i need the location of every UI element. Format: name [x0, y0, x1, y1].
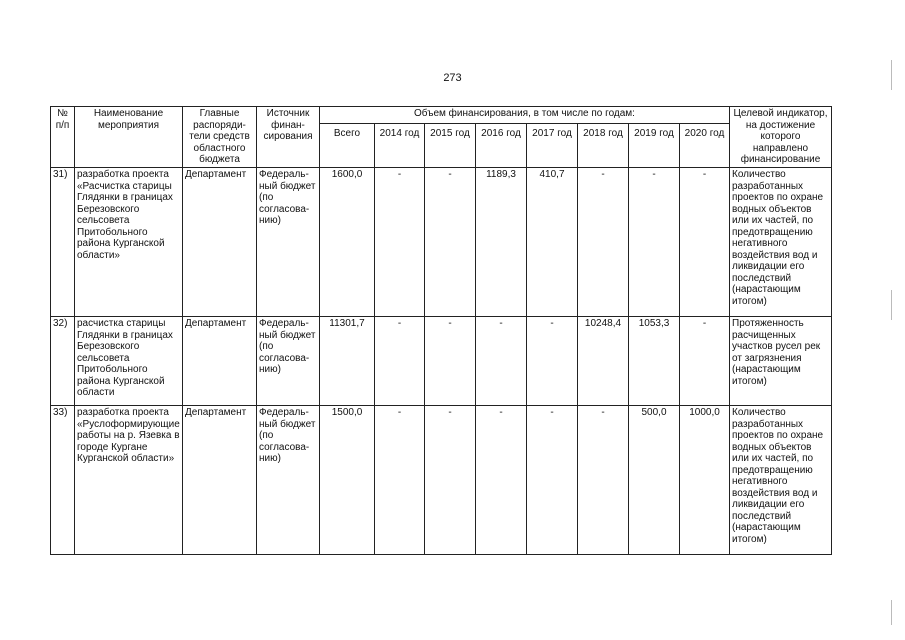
header-total: Всего	[320, 124, 375, 168]
row-num: 33)	[51, 406, 75, 555]
row-manager: Департамент	[183, 406, 257, 555]
row-name: разработка проекта «Руслоформирующие работы на р. Язевка в городе Кургане Курганской области»	[75, 406, 183, 555]
row-num: 32)	[51, 317, 75, 406]
row-indicator: Протяженность расчищенных участков русел рек от загрязнения (нарастающим итогом)	[730, 317, 832, 406]
scan-mark	[891, 60, 892, 90]
header-year-2014: 2014 год	[375, 124, 425, 168]
row-year-2020: -	[680, 168, 730, 317]
row-year-2016: -	[476, 406, 527, 555]
row-year-2015: -	[425, 317, 476, 406]
scan-mark	[891, 600, 892, 625]
row-year-2017: -	[527, 406, 578, 555]
row-year-2016: -	[476, 317, 527, 406]
row-indicator: Количество разработанных проектов по охране водных объектов или их частей, по предотвращению негативного воздействия вод и ликвидации его последствий (нарастающим итогом)	[730, 406, 832, 555]
header-num: № п/п	[51, 107, 75, 168]
header-year-2018: 2018 год	[578, 124, 629, 168]
row-source: Федераль-ный бюджет (по согласова-нию)	[257, 168, 320, 317]
header-volume: Объем финансирования, в том числе по годам:	[320, 107, 730, 124]
row-year-2015: -	[425, 168, 476, 317]
row-year-2018: -	[578, 168, 629, 317]
row-total: 11301,7	[320, 317, 375, 406]
row-name: расчистка старицы Глядянки в границах Березовского сельсовета Притобольного района Курганской области	[75, 317, 183, 406]
row-year-2017: 410,7	[527, 168, 578, 317]
row-year-2018: 10248,4	[578, 317, 629, 406]
header-indicator: Целевой индикатор, на достижение которого направлено финансирование	[730, 107, 832, 168]
header-year-2015: 2015 год	[425, 124, 476, 168]
row-manager: Департамент	[183, 317, 257, 406]
row-total: 1500,0	[320, 406, 375, 555]
row-total: 1600,0	[320, 168, 375, 317]
row-year-2016: 1189,3	[476, 168, 527, 317]
row-source: Федераль-ный бюджет (по согласова-нию)	[257, 317, 320, 406]
row-year-2017: -	[527, 317, 578, 406]
funding-table	[50, 106, 832, 555]
header-source: Источник финан-сирования	[257, 107, 320, 168]
table-row	[51, 168, 832, 317]
row-source: Федераль-ный бюджет (по согласова-нию)	[257, 406, 320, 555]
header-year-2020: 2020 год	[680, 124, 730, 168]
row-year-2014: -	[375, 406, 425, 555]
row-name: разработка проекта «Расчистка старицы Глядянки в границах Березовского сельсовета Притобольного района Курганской области»	[75, 168, 183, 317]
row-year-2020: -	[680, 317, 730, 406]
header-year-2017: 2017 год	[527, 124, 578, 168]
header-managers: Главные распоряди-тели средств областного бюджета	[183, 107, 257, 168]
row-year-2018: -	[578, 406, 629, 555]
table-row	[51, 406, 832, 555]
table-row	[51, 317, 832, 406]
row-year-2020: 1000,0	[680, 406, 730, 555]
scan-mark	[891, 290, 892, 320]
row-manager: Департамент	[183, 168, 257, 317]
row-year-2019: 1053,3	[629, 317, 680, 406]
row-year-2019: 500,0	[629, 406, 680, 555]
row-year-2014: -	[375, 168, 425, 317]
header-year-2019: 2019 год	[629, 124, 680, 168]
page-number: 273	[443, 72, 462, 84]
header-name: Наименование мероприятия	[75, 107, 183, 168]
row-num: 31)	[51, 168, 75, 317]
row-indicator: Количество разработанных проектов по охране водных объектов или их частей, по предотвращению негативного воздействия вод и ликвидации его последствий (нарастающим итогом)	[730, 168, 832, 317]
row-year-2019: -	[629, 168, 680, 317]
row-year-2015: -	[425, 406, 476, 555]
row-year-2014: -	[375, 317, 425, 406]
header-year-2016: 2016 год	[476, 124, 527, 168]
